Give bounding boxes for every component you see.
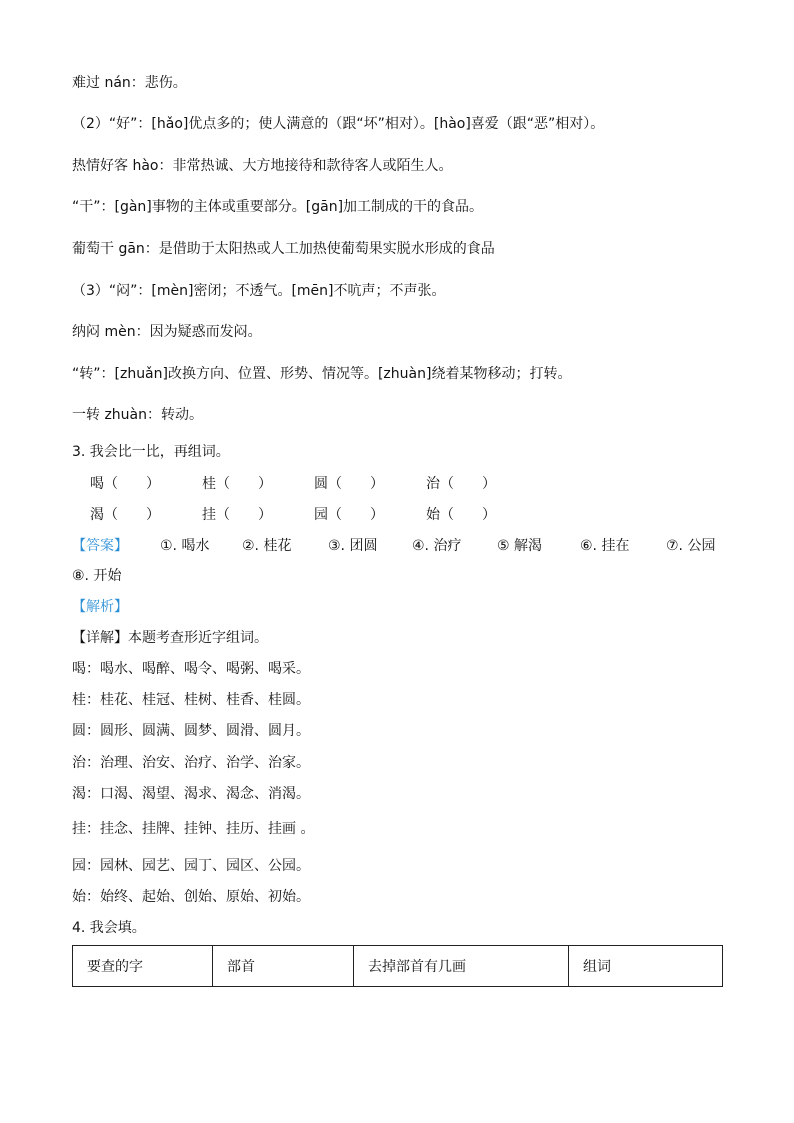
word-line-zhi: 治：治理、治安、治疗、治学、治家。: [72, 755, 310, 771]
table-header-row: [73, 946, 723, 987]
analysis-tag: 【解析】: [72, 599, 128, 615]
question-4-title: 4. 我会填。: [72, 920, 146, 936]
blank-yuan-garden[interactable]: 园（ ）: [314, 507, 384, 523]
word-line-shi: 始：始终、起始、创始、原始、初始。: [72, 889, 310, 905]
answer-tag: 【答案】: [72, 538, 128, 554]
blank-yuan[interactable]: 圆（ ）: [314, 476, 384, 492]
blank-ke[interactable]: 渴（ ）: [90, 507, 160, 523]
paragraph-6: 纳闷 mèn：因为疑惑而发闷。: [72, 324, 262, 340]
blank-he[interactable]: 喝（ ）: [90, 476, 160, 492]
paragraph-1: （2）“好”：[hǎo]优点多的；使人满意的（跟“坏”相对）。[hào]喜爱（跟“恶”相对）。: [72, 116, 605, 132]
question-3-title: 3. 我会比一比，再组词。: [72, 444, 230, 460]
header-char: 要查的字: [73, 946, 213, 987]
detail-text: 本题考查形近字组词。: [128, 630, 268, 646]
answer-item-2: ②. 桂花: [242, 538, 292, 554]
detail-line: [72, 629, 268, 647]
header-radical: 部首: [213, 946, 354, 987]
paragraph-7: “转”：[zhuǎn]改换方向、位置、形势、情况等。[zhuàn]绕着某物移动；打转。: [72, 366, 572, 382]
paragraph-3: “干”：[gàn]事物的主体或重要部分。[gān]加工制成的干的食品。: [72, 199, 484, 215]
lookup-table: [72, 945, 723, 987]
word-line-yuan: 圆：圆形、圆满、圆梦、圆滑、圆月。: [72, 723, 310, 739]
blank-zhi[interactable]: 治（ ）: [426, 476, 496, 492]
answer-item-7: ⑦. 公园: [666, 538, 716, 554]
paragraph-0: 难过 nán：悲伤。: [72, 75, 187, 91]
answer-item-4: ④. 治疗: [412, 538, 462, 554]
word-line-gua: 挂：挂念、挂牌、挂钟、挂历、挂画 。: [72, 821, 315, 837]
blank-gui[interactable]: 桂（ ）: [202, 476, 272, 492]
answer-row: [72, 535, 732, 553]
paragraph-8: 一转 zhuàn：转动。: [72, 407, 203, 423]
word-line-gui: 桂：桂花、桂冠、桂树、桂香、桂圆。: [72, 692, 310, 708]
blank-gua[interactable]: 挂（ ）: [202, 507, 272, 523]
paragraph-2: 热情好客 hào：非常热诚、大方地接待和款待客人或陌生人。: [72, 158, 453, 174]
answer-item-1: ①. 喝水: [160, 538, 210, 554]
paragraph-5: （3）“闷”：[mèn]密闭；不透气。[mēn]不吭声；不声张。: [72, 283, 446, 299]
header-word: 组词: [569, 946, 723, 987]
paragraph-4: 葡萄干 gān：是借助于太阳热或人工加热使葡萄果实脱水形成的食品: [72, 241, 495, 257]
detail-tag: 【详解】: [72, 630, 128, 646]
answer-item-6: ⑥. 挂在: [580, 538, 630, 554]
answer-item-3: ③. 团圆: [328, 538, 378, 554]
header-stroke-count: 去掉部首有几画: [354, 946, 569, 987]
word-line-ke: 渴：口渴、渴望、渴求、渴念、消渴。: [72, 786, 310, 802]
answer-item-8: ⑧. 开始: [72, 568, 122, 584]
word-line-yuan-garden: 园：园林、园艺、园丁、园区、公园。: [72, 858, 310, 874]
word-line-he: 喝：喝水、喝醉、喝令、喝粥、喝采。: [72, 661, 310, 677]
blank-shi[interactable]: 始（ ）: [426, 507, 496, 523]
answer-item-5: ⑤ 解渴: [497, 538, 543, 554]
